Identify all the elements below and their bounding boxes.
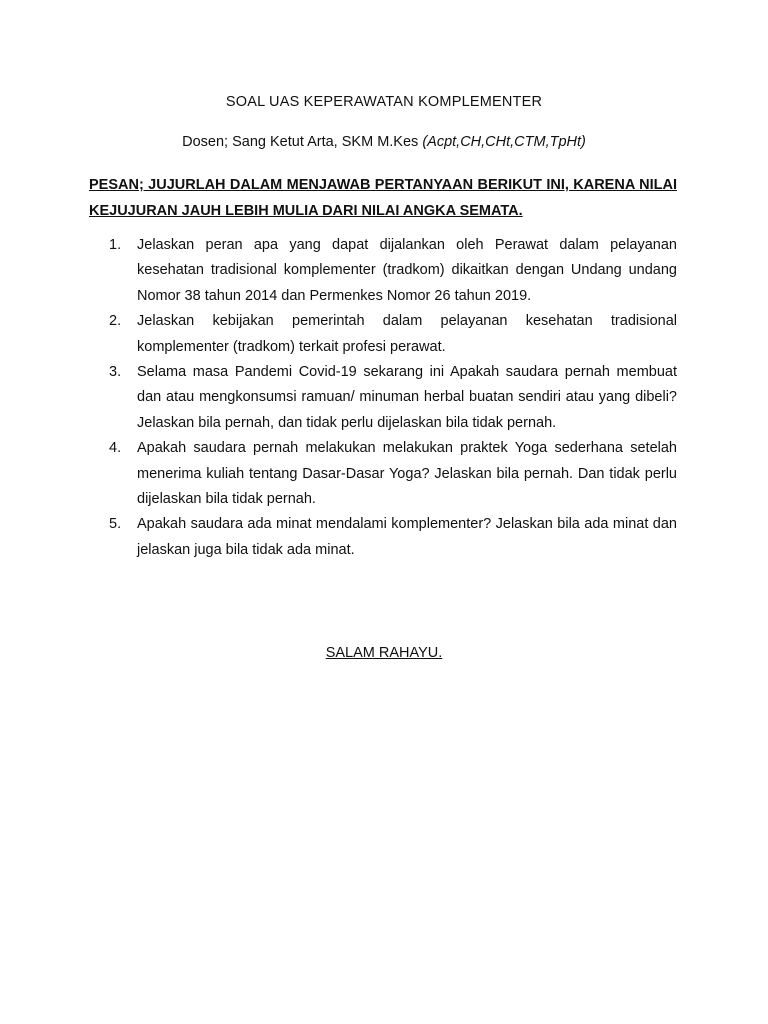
question-text: Jelaskan peran apa yang dapat dijalankan oleh Perawat dalam pelayanan kesehatan tradisional komplementer (tradkom) dikaitkan dengan Undang undang Nomor 38 tahun 2014 dan Permenkes Nomor 26 tahun 2019. (137, 237, 677, 304)
closing-greeting: SALAM RAHAYU. (325, 645, 443, 661)
document-title: SOAL UAS KEPERAWATAN KOMPLEMENTER (225, 94, 543, 110)
question-number: 1. (109, 237, 122, 253)
question-number: 3. (109, 364, 122, 381)
question-item (89, 309, 677, 360)
question-text: Apakah saudara pernah melakukan melakukan praktek Yoga sederhana setelah menerima kuliah tentang Dasar-Dasar Yoga? Jelaskan bila pernah. Dan tidak perlu dijelaskan bila tidak pernah. (137, 440, 677, 508)
question-number: 2. (109, 313, 122, 330)
question-text: Selama masa Pandemi Covid-19 sekarang ini Apakah saudara pernah membuat dan atau mengkonsumsi ramuan/ minuman herbal buatan sendiri atau yang dibeli? Jelaskan bila pernah, dan tidak perlu dijelaskan bila tidak pernah. (137, 364, 677, 431)
honesty-message: PESAN; JUJURLAH DALAM MENJAWAB PERTANYAAN BERIKUT INI, KARENA NILAI KEJUJURAN JAUH LEBIH MULIA DARI NILAI ANGKA SEMATA. (89, 177, 677, 219)
question-number: 5. (109, 516, 122, 533)
question-text: Jelaskan kebijakan pemerintah dalam pelayanan kesehatan tradisional komplementer (tradkom) terkait profesi perawat. (137, 313, 677, 355)
question-item (89, 512, 677, 563)
question-number: 4. (109, 440, 122, 457)
lecturer-line (0, 134, 768, 150)
lecturer-name: Dosen; Sang Ketut Arta, SKM M.Kes (182, 134, 419, 150)
question-item (89, 436, 677, 512)
question-list (89, 233, 677, 563)
lecturer-credentials: (Acpt,CH,CHt,CTM,TpHt) (422, 134, 586, 150)
question-item (89, 360, 677, 436)
question-text: Apakah saudara ada minat mendalami komplementer? Jelaskan bila ada minat dan jelaskan juga bila tidak ada minat. (137, 516, 677, 558)
question-item (89, 233, 677, 309)
